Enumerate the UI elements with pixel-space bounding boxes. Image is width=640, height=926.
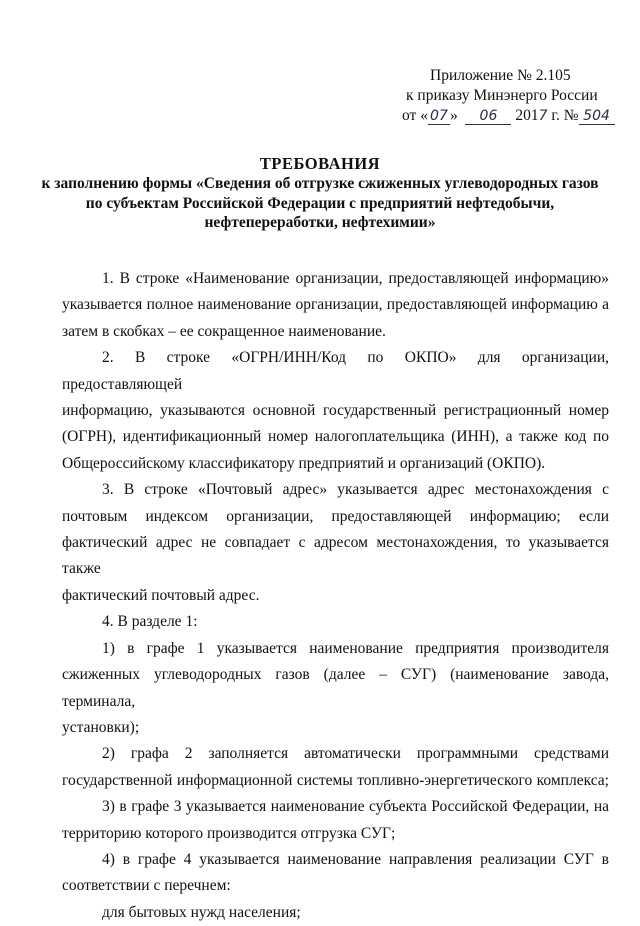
handwritten-order-number: 504 — [579, 108, 615, 125]
text-line: 2) графа 2 заполняется автоматически программными средствами — [102, 745, 609, 763]
year-suffix: г. № — [547, 107, 579, 124]
subtitle-line: нефтепереработки, нефтехимии» — [204, 214, 436, 231]
handwritten-month: 06 — [465, 108, 511, 125]
year-prefix: 201 — [515, 107, 539, 124]
text-line: 3. В строке «Почтовый адрес» указывается адрес местонахождения с — [102, 481, 609, 499]
text-line: 3) в графе 3 указывается наименование субъекта Российской Федерации, на — [102, 798, 609, 816]
text-line: информацию, указываются основной государственный регистрационный номер — [62, 402, 609, 420]
text-line: почтовым индексом организации, предоставляющей информацию; если — [62, 507, 609, 525]
date-prefix: от « — [402, 107, 428, 124]
text-line: 4. В разделе 1: — [102, 613, 198, 631]
text-line: для бытовых нужд населения; — [102, 903, 301, 921]
text-line: соответствии с перечнем: — [62, 877, 231, 895]
order-date-line — [402, 106, 610, 126]
document-body — [62, 266, 609, 926]
handwritten-year-digit: 7 — [538, 108, 548, 124]
appendix-header — [402, 66, 610, 126]
text-line: 2. В строке «ОГРН/ИНН/Код по ОКПО» для организации, предоставляющей — [62, 349, 609, 393]
text-line: фактический почтовый адрес. — [62, 586, 260, 604]
date-separator: » — [449, 107, 458, 124]
appendix-line: Приложение № 2.105 — [430, 67, 571, 84]
text-line: 4) в графе 4 указывается наименование направления реализации СУГ в — [102, 850, 609, 868]
text-line: установки); — [62, 718, 140, 736]
text-line: указывается полное наименование организации, предоставляющей информацию а — [62, 296, 609, 314]
text-line: 1) в графе 1 указывается наименование предприятия производителя — [102, 639, 609, 657]
text-line: Общероссийскому классификатору предприятий и организаций (ОКПО). — [62, 454, 546, 472]
subtitle-line: по субъектам Российской Федерации с предприятий нефтедобычи, — [85, 194, 555, 212]
text-line: фактический адрес не совпадает с адресом местонахождения, то указывается также — [62, 534, 609, 578]
handwritten-day: 07 — [428, 108, 450, 125]
text-line: затем в скобках – ее сокращенное наименование. — [62, 322, 386, 340]
text-line: государственной информационной системы топливно-энергетического комплекса; — [62, 771, 609, 789]
text-line: территорию которого производится отгрузка СУГ; — [62, 824, 396, 842]
document-title: ТРЕБОВАНИЯ — [259, 154, 381, 173]
order-line: к приказу Минэнерго России — [406, 87, 598, 104]
text-line: (ОГРН), идентификационный номер налогоплательщика (ИНН), а также код по — [62, 428, 609, 446]
text-line: сжиженных углеводородных газов (далее – СУГ) (наименование завода, терминала, — [62, 666, 609, 710]
text-line: 1. В строке «Наименование организации, предоставляющей информацию» — [102, 270, 609, 287]
document-subtitle — [40, 174, 600, 233]
subtitle-line: к заполнению формы «Сведения об отгрузке сжиженных углеводородных газов — [41, 175, 599, 192]
